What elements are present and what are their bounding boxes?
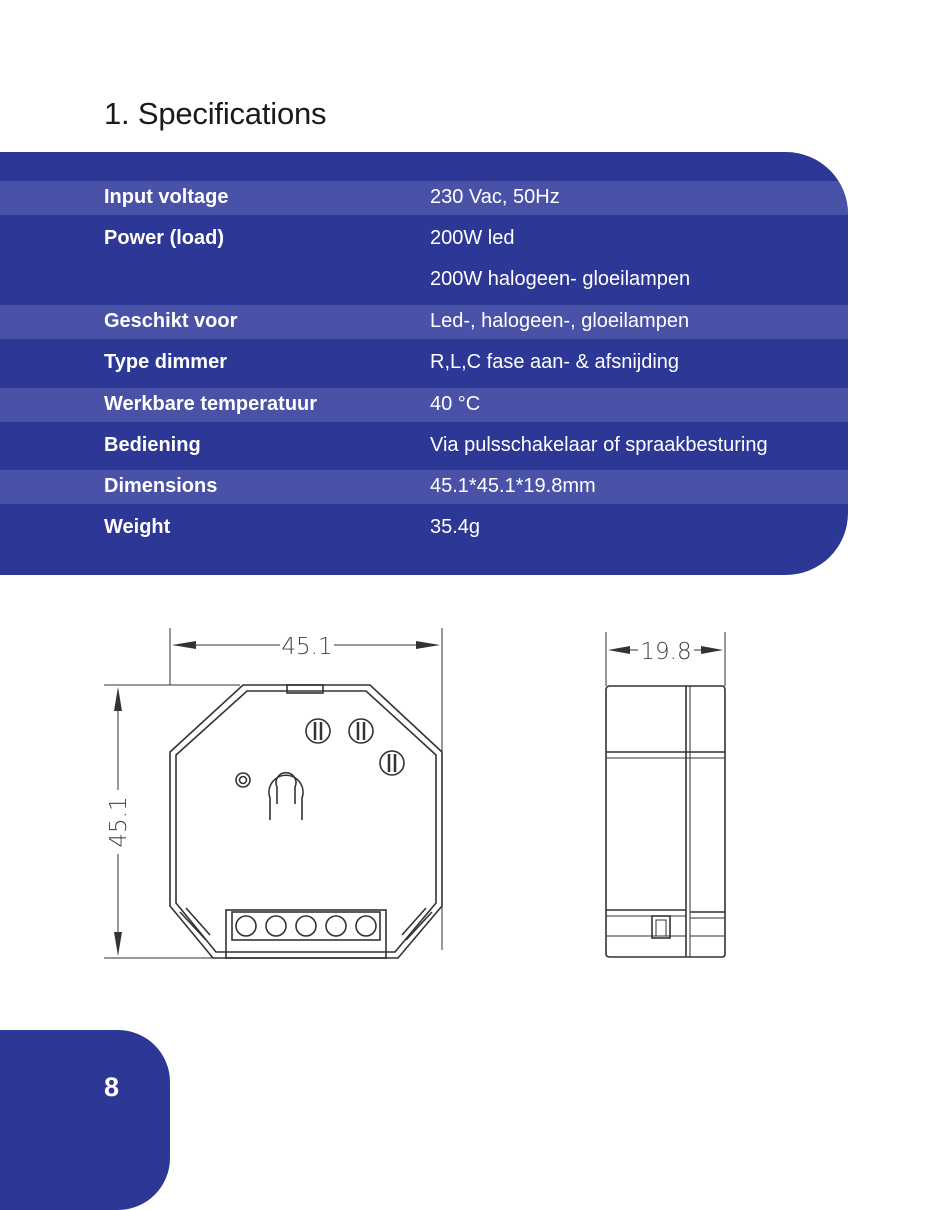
side-view-drawing [606,632,725,957]
spec-value: 200W halogeen- gloeilampen [430,268,691,290]
spec-label: Geschikt voor [104,310,238,332]
spec-row-power-load-continued [0,263,848,297]
spec-value: 35.4g [430,516,481,538]
screw-icons [306,719,404,775]
spec-value: 230 Vac, 50Hz [430,186,560,208]
page-title: 1. Specifications [104,96,327,131]
spec-label: Dimensions [104,475,218,497]
spec-row-dimensions [0,470,848,504]
spec-label: Weight [104,516,171,538]
spec-row-geschikt-voor [0,305,848,339]
spec-row-type-dimmer [0,346,848,380]
spec-label: Input voltage [104,186,229,208]
spec-value: Via pulsschakelaar of spraakbesturing [430,434,768,456]
dimension-drawing [0,600,950,980]
front-view-drawing [104,628,442,958]
spec-row-werkbare-temperatuur [0,388,848,422]
page-number: 8 [104,1072,120,1102]
spec-row-power-load [0,222,848,256]
spec-value: 40 °C [430,393,481,415]
spec-label: Type dimmer [104,351,227,373]
button-outline-icon [269,775,303,820]
spec-label: Bediening [104,434,201,456]
specifications-table [0,152,848,575]
spec-row-bediening [0,429,848,463]
spec-row-input-voltage [0,181,848,215]
terminal-block-icon [226,910,386,958]
spec-row-weight [0,511,848,545]
page-number-tab [0,1030,170,1210]
led-indicator-icon [236,773,250,787]
spec-value: Led-, halogeen-, gloeilampen [430,310,690,332]
front-height-label: 45.1 [106,796,132,848]
spec-label: Werkbare temperatuur [104,393,318,415]
spec-label: Power (load) [104,227,225,249]
spec-value: 200W led [430,227,515,249]
front-width-label: 45.1 [281,634,333,660]
spec-value: R,L,C fase aan- & afsnijding [430,351,680,373]
side-depth-label: 19.8 [640,639,692,665]
spec-value: 45.1*45.1*19.8mm [430,475,596,497]
